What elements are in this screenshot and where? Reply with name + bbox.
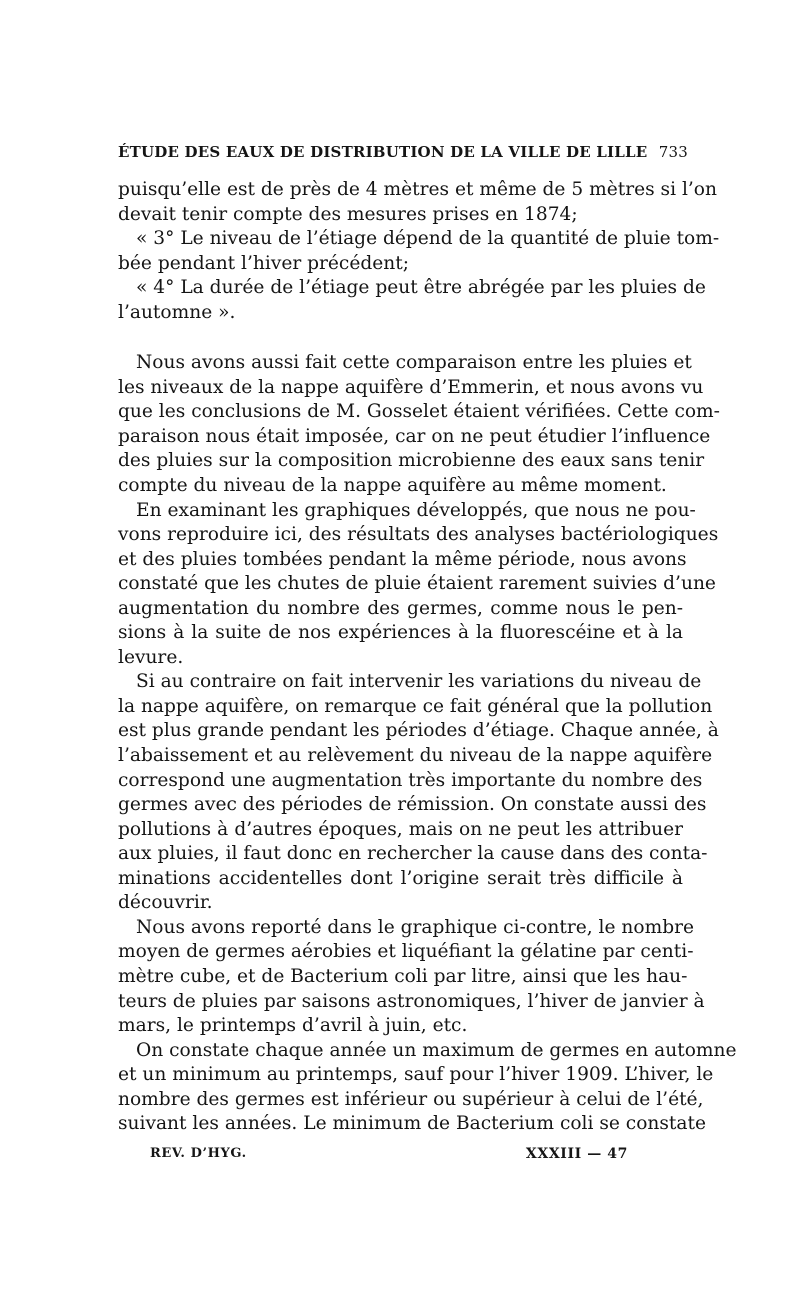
text-line: « 3° Le niveau de l’étiage dépend de la quantité de pluie tom- <box>136 228 720 250</box>
text-line: pollutions à d’autres époques, mais on ne peut les attribuer <box>118 818 683 840</box>
text-line: nombre des germes est inférieur ou supérieur à celui de l’été, <box>118 1088 704 1110</box>
text-line: vons reproduire ici, des résultats des analyses bactériologiques <box>118 524 719 546</box>
text-line: la nappe aquifère, on remarque ce fait général que la pollution <box>118 695 713 717</box>
text-line: et un minimum au printemps, sauf pour l’hiver 1909. L’hiver, le <box>118 1064 714 1086</box>
text-line: moyen de germes aérobies et liquéfiant la gélatine par centi- <box>118 941 694 963</box>
text-line: mars, le printemps d’avril à juin, etc. <box>118 1015 468 1037</box>
text-line: découvrir. <box>118 892 213 914</box>
text-line: « 4° La durée de l’étiage peut être abrégée par les pluies de <box>136 277 706 299</box>
text-line: augmentation du nombre des germes, comme nous le pen- <box>118 597 683 619</box>
running-head-title: ÉTUDE DES EAUX DE DISTRIBUTION DE LA VILLE DE LILLE <box>118 143 648 161</box>
text-line: compte du niveau de la nappe aquifère au même moment. <box>118 475 667 497</box>
text-line: devait tenir compte des mesures prises en 1874; <box>118 203 578 225</box>
running-head <box>118 143 688 165</box>
text-line: mètre cube, et de Bacterium coli par litre, ainsi que les hau- <box>118 965 688 987</box>
body-text <box>118 178 737 1137</box>
text-line: levure. <box>118 646 184 668</box>
text-line: Nous avons aussi fait cette comparaison entre les pluies et <box>136 352 692 374</box>
text-line: puisqu’elle est de près de 4 mètres et même de 5 mètres si l’on <box>118 179 717 200</box>
text-line: Nous avons reporté dans le graphique ci-contre, le nombre <box>136 916 695 938</box>
text-line: sions à la suite de nos expériences à la fluorescéine et à la <box>118 622 683 644</box>
text-line: correspond une augmentation très importante du nombre des <box>118 769 703 791</box>
text-line: paraison nous était imposée, car on ne peut étudier l’influence <box>118 425 711 447</box>
text-line: suivant les années. Le minimum de Bacterium coli se constate <box>118 1113 706 1135</box>
text-line: On constate chaque année un maximum de germes en automne <box>136 1039 737 1061</box>
text-line: et des pluies tombées pendant la même période, nous avons <box>118 548 687 570</box>
journal-abbreviation: REV. D’HYG. <box>150 1146 247 1161</box>
text-line: l’abaissement et au relèvement du niveau de la nappe aquifère <box>118 745 713 767</box>
text-line: bée pendant l’hiver précédent; <box>118 252 409 274</box>
text-line: En examinant les graphiques développés, que nous ne pou- <box>136 499 696 521</box>
text-line: l’automne ». <box>118 301 236 323</box>
text-line: est plus grande pendant les périodes d’étiage. Chaque année, à <box>118 720 719 742</box>
text-line: constaté que les chutes de pluie étaient rarement suivies d’une <box>118 573 716 595</box>
text-line: aux pluies, il faut donc en rechercher la cause dans des conta- <box>118 843 708 865</box>
text-line: germes avec des périodes de rémission. On constate aussi des <box>118 794 707 816</box>
text-line: que les conclusions de M. Gosselet étaient vérifiées. Cette com- <box>118 401 720 423</box>
page-number: 733 <box>658 143 688 161</box>
text-line: Si au contraire on fait intervenir les variations du niveau de <box>136 671 702 693</box>
text-line: les niveaux de la nappe aquifère d’Emmerin, et nous avons vu <box>118 376 704 398</box>
signature-mark: XXXIII — 47 <box>525 1146 628 1162</box>
text-line: minations accidentelles dont l’origine serait très difficile à <box>118 867 683 889</box>
text-line: des pluies sur la composition microbienne des eaux sans tenir <box>118 450 705 472</box>
page-footer <box>150 1146 628 1166</box>
paragraph-gap <box>118 325 683 351</box>
text-line: teurs de pluies par saisons astronomiques, l’hiver de janvier à <box>118 990 705 1012</box>
